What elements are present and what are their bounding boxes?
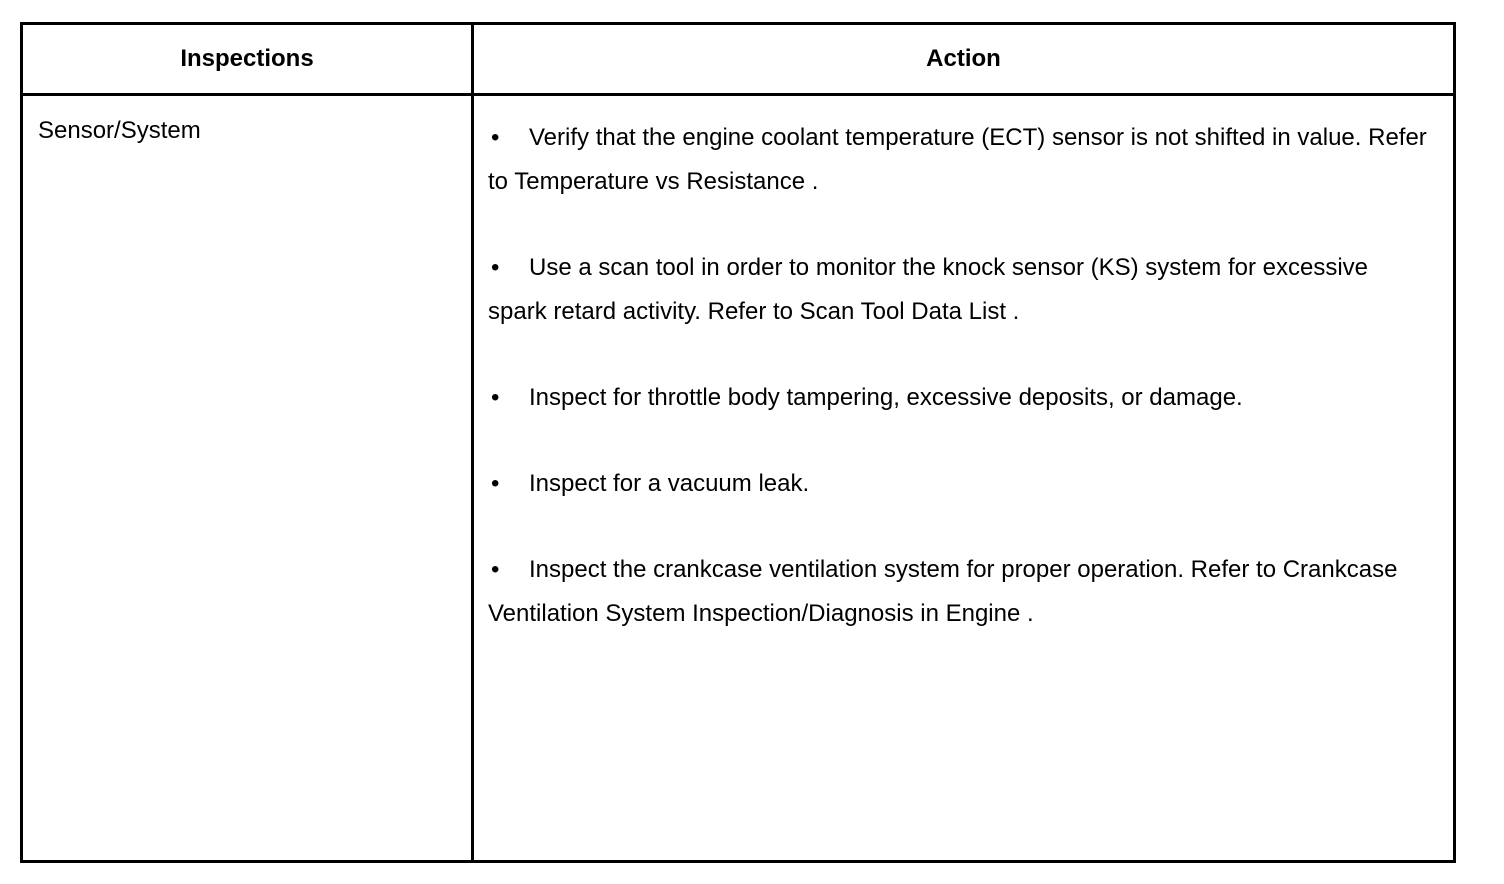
action-item [488,548,1428,636]
action-item [488,462,1428,506]
header-inspections: Inspections [180,45,314,72]
action-text: Verify that the engine coolant temperature (ECT) sensor is not shifted in value. Refer to Temperature vs Resistance . [488,124,1427,195]
action-item [488,376,1428,420]
action-text: Use a scan tool in order to monitor the knock sensor (KS) system for excessive spark retard activity. Refer to Scan Tool Data List . [488,254,1369,325]
action-cell [488,116,1428,678]
header-divider [23,93,1453,96]
bullet-icon: • [491,384,500,411]
bullet-icon: • [491,124,500,151]
inspection-table [20,22,1456,863]
bullet-icon: • [491,470,500,497]
action-text: Inspect for throttle body tampering, excessive deposits, or damage. [529,384,1243,411]
column-divider [471,25,474,860]
bullet-icon: • [491,254,500,281]
action-item [488,246,1428,334]
inspection-cell: Sensor/System [38,117,201,144]
header-action: Action [926,45,1001,72]
action-text: Inspect the crankcase ventilation system for proper operation. Refer to Crankcase Ventilation System Inspection/Diagnosis in Engine . [488,556,1398,627]
bullet-icon: • [491,556,500,583]
action-text: Inspect for a vacuum leak. [529,470,810,497]
action-item [488,116,1428,204]
